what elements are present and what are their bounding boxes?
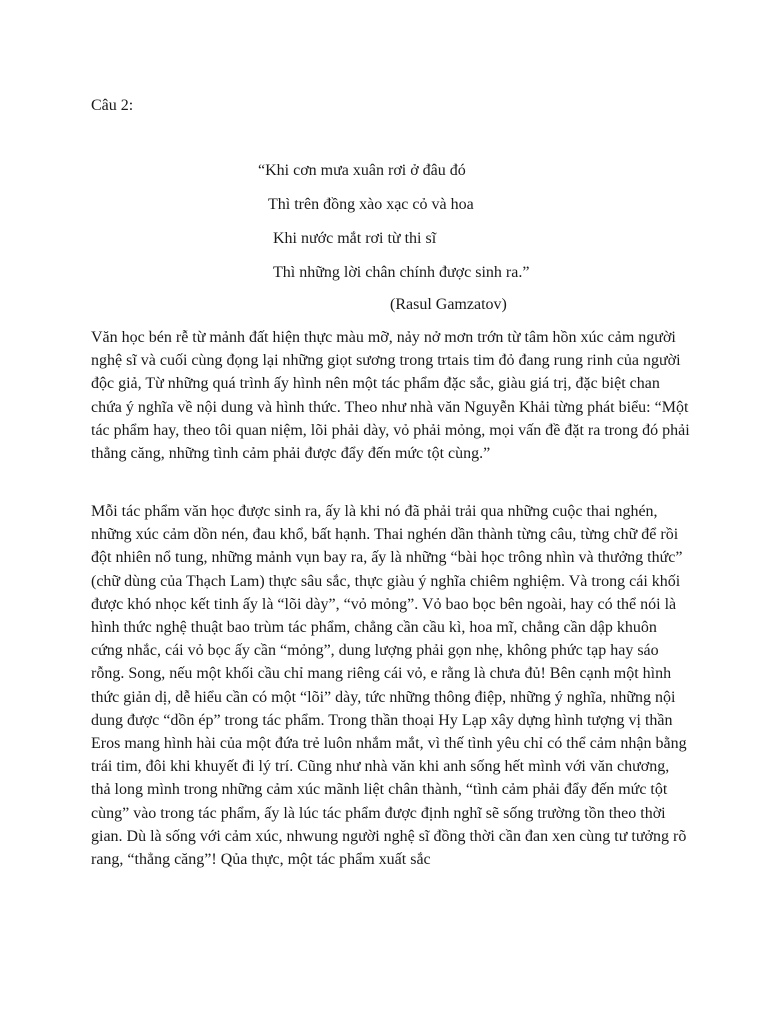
poem-attribution: (Rasul Gamzatov) xyxy=(390,296,507,313)
question-heading: Câu 2: xyxy=(91,97,134,114)
poem-line-3: Khi nước mắt rơi từ thi sĩ xyxy=(273,230,437,247)
body-paragraph-1: Văn học bén rễ từ mảnh đất hiện thực màu mỡ, nảy nở mơn trớn từ tâm hồn xúc cảm người nghệ sĩ và cuối cùng đọng lại những giọt sương trong trtais tim đỏ đang rung rinh của người độc giả, Từ những quá trình ấy hình nên một tác phẩm đặc sắc, giàu giá trị, đặc biệt chan chứa ý nghĩa về nội dung và hình thức. Theo như nhà văn Nguyễn Khải từng phát biểu: “Một tác phẩm hay, theo tôi quan niệm, lõi phải dày, vỏ phải mỏng, mọi vấn đề đặt ra trong đó phải thẳng căng, những tình cảm phải được đẩy đến mức tột cùng.” xyxy=(91,329,690,463)
body-paragraph-2: Mỗi tác phẩm văn học được sinh ra, ấy là khi nó đã phải trải qua những cuộc thai nghén, những xúc cảm dồn nén, đau khổ, bất hạnh. Thai nghén dần thành từng câu, từng chữ để rồi đột nhiên nổ tung, những mảnh vụn bay ra, ấy là những “bài học trông nhìn và thưởng thức” (chữ dùng của Thạch Lam) thực sâu sắc, thực giàu ý nghĩa chiêm nghiệm. Và trong cái khối được khó nhọc kết tinh ấy là “lõi dày”, “vỏ mỏng”. Vỏ bao bọc bên ngoài, hay có thể nói là hình thức nghệ thuật bao trùm tác phẩm, chẳng cần cầu kì, hoa mĩ, chẳng cần dập khuôn cứng nhắc, cái vỏ bọc ấy cần “mỏng”, dung lượng phải gọn nhẹ, không phức tạp hay sáo rỗng. Song, nếu một khối cầu chỉ mang riêng cái vỏ, e rằng là chưa đủ! Bên cạnh một hình thức giản dị, dễ hiểu cần có một “lõi” dày, tức những thông điệp, những ý nghĩa, những nội dung được “dồn ép” trong tác phẩm. Trong thần thoại Hy Lạp xây dựng hình tượng vị thần Eros mang hình hài của một đứa trẻ luôn nhắm mắt, vì thế tình yêu chỉ có thể cảm nhận bằng trái tim, đôi khi khuyết đi lý trí. Cũng như nhà văn khi anh sống hết mình với văn chương, thả long mình trong những cảm xúc mãnh liệt chân thành, “tình cảm phải đẩy đến mức tột cùng” vào trong tác phẩm, ấy là lúc tác phẩm được định nghĩ sẽ sống trường tồn theo thời gian. Dù là sống với cảm xúc, nhwung người nghệ sĩ đồng thời cần đan xen cùng tư tưởng rõ rang, “thẳng căng”! Qủa thực, một tác phẩm xuất sắc xyxy=(91,503,687,869)
poem-line-1: “Khi cơn mưa xuân rơi ở đâu đó xyxy=(258,162,466,179)
poem-line-2: Thì trên đồng xào xạc cỏ và hoa xyxy=(268,196,474,213)
poem-line-4: Thì những lời chân chính được sinh ra.” xyxy=(273,264,530,281)
